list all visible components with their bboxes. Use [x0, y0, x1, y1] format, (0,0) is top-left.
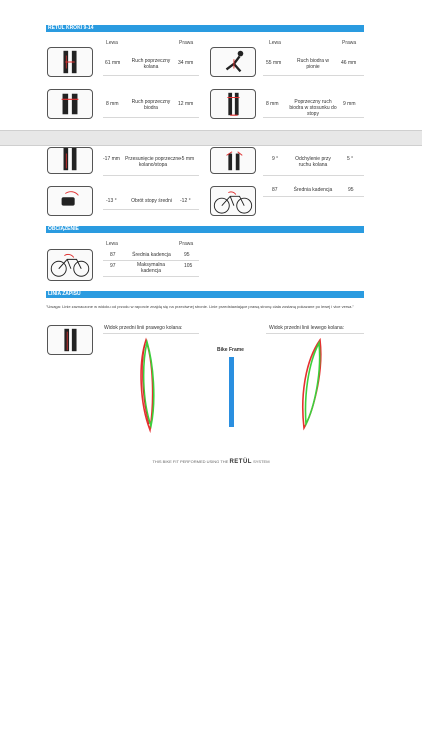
col-left-header: Lewa	[106, 241, 118, 247]
row-divider	[263, 117, 364, 118]
value-left: 97	[110, 263, 116, 269]
section-title: LINIA ZAPISU	[48, 291, 81, 297]
bike-frame-label: Bike Frame	[217, 347, 244, 353]
cadence-icon	[210, 186, 256, 216]
right-knee-title: Widok przedni linii prawego kolana:	[104, 325, 183, 331]
metric-label: Maksymalna kadencja	[136, 262, 166, 274]
metric-label: Ruch poprzeczny kolana	[131, 58, 171, 70]
section-title: OBCIĄŻENIE	[48, 226, 79, 232]
value-left: 9 °	[272, 156, 279, 162]
row-divider	[103, 260, 199, 261]
metric-label: Średnia kadencja	[293, 187, 333, 193]
metric-label: Ruch biodra w pionie	[297, 58, 329, 70]
footer-prefix: THIS BIKE FIT PERFORMED USING THE	[152, 459, 229, 464]
value-right: 5 °	[347, 156, 354, 162]
row-divider	[263, 75, 364, 76]
metric-label: Ruch poprzeczny biodra	[131, 99, 171, 111]
metric-label: Poprzeczny ruch biodra w stosunku do stopy	[289, 99, 337, 117]
right-knee-trace	[134, 334, 164, 434]
metric-label: Odchylenie przy ruchu kolana	[295, 156, 331, 168]
row-divider	[263, 175, 364, 176]
metric-label: Średnia kadencja	[132, 252, 171, 258]
col-right-header: Prawa	[179, 40, 194, 46]
hip-foot-icon	[210, 89, 256, 119]
metric-label: Przesunięcie poprzeczne kolano/stopa	[125, 156, 181, 168]
value-left: 55 mm	[266, 60, 282, 66]
row-divider	[103, 276, 199, 277]
row-divider	[103, 75, 199, 76]
value-right: -5 mm	[180, 156, 195, 162]
hip-vertical-icon	[210, 47, 256, 77]
section-header-load	[46, 226, 364, 233]
load-cadence-icon	[47, 249, 93, 281]
knee-deviation-icon	[210, 147, 256, 174]
value-right: 95	[184, 252, 190, 258]
hip-lateral-icon	[47, 89, 93, 119]
left-knee-trace	[298, 334, 328, 434]
knee-lateral-icon	[47, 47, 93, 77]
value-right: 46 mm	[341, 60, 357, 66]
left-knee-title: Widok przedni linii lewego kolana:	[269, 325, 345, 331]
foot-rotation-icon	[47, 186, 93, 216]
col-left-header: Lewa	[269, 40, 281, 46]
row-divider	[103, 175, 199, 176]
value-right: 12 mm	[178, 101, 194, 107]
value-left: 87	[272, 187, 278, 193]
value-right: 95	[348, 187, 354, 193]
col-right-header: Prawa	[342, 40, 357, 46]
knee-foot-offset-icon	[47, 147, 93, 174]
value-right: 9 mm	[343, 101, 356, 107]
col-left-header: Lewa	[106, 40, 118, 46]
footer-suffix: SYSTEM	[253, 459, 270, 464]
section-title: RETÜL KROKI 9-14	[48, 25, 94, 31]
section-header-trace	[46, 291, 364, 298]
section-header-steps	[46, 25, 364, 32]
bike-frame-bar	[229, 357, 234, 427]
value-right: 105	[184, 263, 193, 269]
value-right: -12 °	[180, 198, 191, 204]
value-left: 61 mm	[105, 60, 121, 66]
value-left: -17 mm	[103, 156, 120, 162]
value-left: 8 mm	[106, 101, 119, 107]
page-break	[0, 130, 422, 146]
row-divider	[263, 196, 364, 197]
footer-brand: RETÜL	[229, 459, 252, 465]
footer	[0, 459, 422, 465]
row-divider	[103, 209, 199, 210]
metric-label: Obrót stopy średni	[131, 198, 172, 204]
value-left: 8 mm	[266, 101, 279, 107]
value-left: -13 °	[106, 198, 117, 204]
row-divider	[103, 117, 199, 118]
value-left: 87	[110, 252, 116, 258]
value-right: 34 mm	[178, 60, 194, 66]
knee-trace-icon	[47, 325, 93, 355]
trace-note: "Uwaga: Linie zaznaczone w widoku od przodu w raporcie znajdą się na przeciwnej stronie. Linie przedstawiające prawą stronę ciała zostaną pokazane po lewej i vice versa."	[46, 304, 354, 309]
col-right-header: Prawa	[179, 241, 194, 247]
